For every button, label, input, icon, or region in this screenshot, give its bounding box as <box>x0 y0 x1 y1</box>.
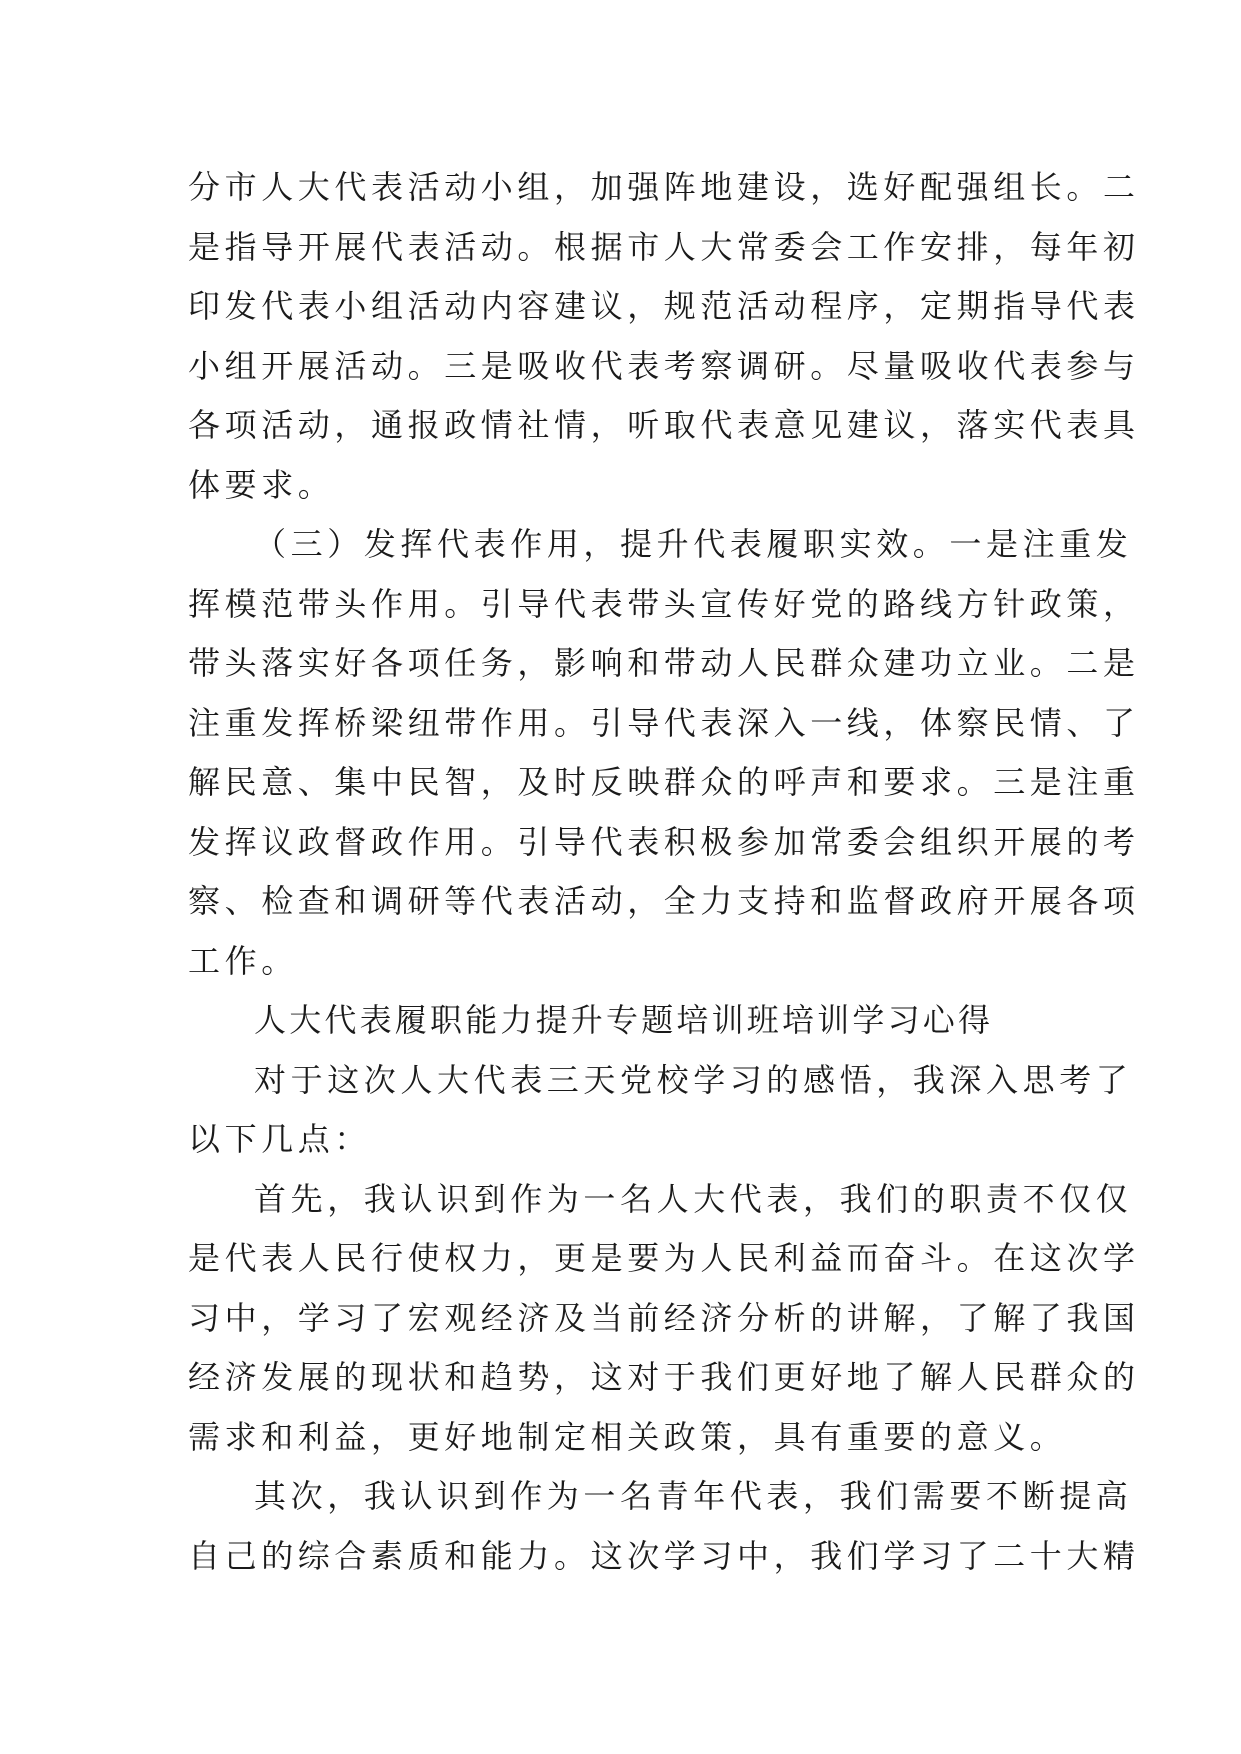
text-line-18: 首先，我认识到作为一名人大代表，我们的职责不仅仅 <box>254 1179 1133 1218</box>
text-line-1: 分市人大代表活动小组，加强阵地建设，选好配强组长。二 <box>188 168 1140 206</box>
text-line-11: 解民意、集中民智，及时反映群众的呼声和要求。三是注重 <box>188 763 1140 801</box>
text-line-2: 是指导开展代表活动。根据市人大常委会工作安排，每年初 <box>188 227 1140 266</box>
text-line-5: 各项活动，通报政情社情，听取代表意见建议，落实代表具 <box>188 406 1140 444</box>
text-line-6: 体要求。 <box>188 465 335 504</box>
text-line-12: 发挥议政督政作用。引导代表积极参加常委会组织开展的考 <box>188 822 1140 861</box>
text-line-14: 工作。 <box>188 941 298 980</box>
text-line-13: 察、检查和调研等代表活动，全力支持和监督政府开展各项 <box>188 882 1140 920</box>
text-line-16: 对于这次人大代表三天党校学习的感悟，我深入思考了 <box>254 1060 1133 1099</box>
document-body <box>188 158 1140 1586</box>
text-line-19: 是代表人民行使权力，更是要为人民利益而奋斗。在这次学 <box>188 1239 1140 1277</box>
section-title: 人大代表履职能力提升专题培训班培训学习心得 <box>254 1001 994 1039</box>
text-line-21: 经济发展的现状和趋势，这对于我们更好地了解人民群众的 <box>188 1358 1140 1396</box>
text-line-17: 以下几点： <box>188 1120 372 1158</box>
text-line-23: 其次，我认识到作为一名青年代表，我们需要不断提高 <box>254 1477 1133 1515</box>
text-line-10: 注重发挥桥梁纽带作用。引导代表深入一线，体察民情、了 <box>188 703 1140 742</box>
text-line-7: （三）发挥代表作用，提升代表履职实效。一是注重发 <box>254 525 1133 563</box>
text-line-4: 小组开展活动。三是吸收代表考察调研。尽量吸收代表参与 <box>188 346 1140 385</box>
text-line-20: 习中，学习了宏观经济及当前经济分析的讲解，了解了我国 <box>188 1298 1140 1337</box>
text-line-9: 带头落实好各项任务，影响和带动人民群众建功立业。二是 <box>188 644 1140 682</box>
text-line-8: 挥模范带头作用。引导代表带头宣传好党的路线方针政策， <box>188 584 1140 623</box>
text-line-24: 自己的综合素质和能力。这次学习中，我们学习了二十大精 <box>188 1536 1140 1575</box>
text-line-3: 印发代表小组活动内容建议，规范活动程序，定期指导代表 <box>188 287 1140 325</box>
text-line-22: 需求和利益，更好地制定相关政策，具有重要的意义。 <box>188 1417 1067 1456</box>
